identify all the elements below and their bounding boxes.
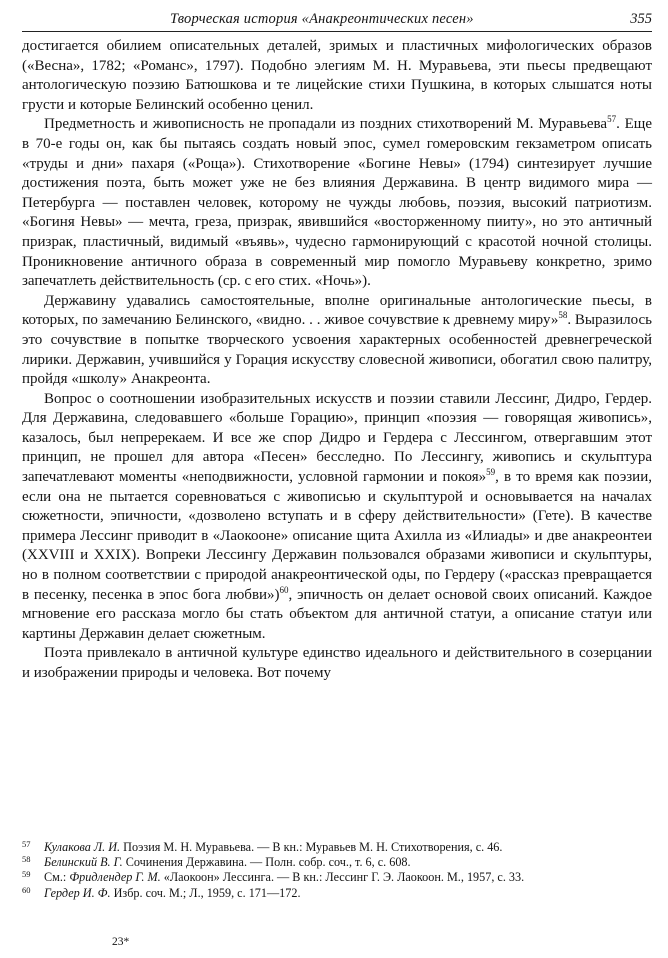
footnote xyxy=(22,840,652,855)
footnote-text: Избр. соч. М.; Л., 1959, с. 171—172. xyxy=(110,885,301,900)
footnote xyxy=(22,886,652,901)
printer-signature: 23* xyxy=(112,936,130,948)
footnote-ref[interactable]: 60 xyxy=(279,584,289,595)
footnote xyxy=(22,870,652,885)
paragraph xyxy=(22,115,652,291)
footnote xyxy=(22,855,652,870)
footnote-text: Сочинения Державина. — Полн. собр. соч., т. 6, с. 608. xyxy=(122,855,411,870)
footnote-author: Фридлендер Г. М. xyxy=(69,870,161,885)
footnote-text: Поэзия М. Н. Муравьева. — В кн.: Муравьев М. Н. Стихотворения, с. 46. xyxy=(120,840,503,854)
footnote-author: Белинский В. Г. xyxy=(44,855,123,870)
running-header xyxy=(22,9,652,32)
footnote-prefix: См.: xyxy=(44,870,70,885)
paragraph-text: , эпичность он делает основой своих описаний. Каждое мгновение его рассказа могло бы стать объектом для античной статуи, а описание статуи или картины Державин делает сюжетным. xyxy=(22,586,652,642)
footnote-author: Кулакова Л. И. xyxy=(44,840,121,854)
footnote-text: «Лаокоон» Лессинга. — В кн.: Лессинг Г. Э. Лаокоон. М., 1957, с. 33. xyxy=(160,870,525,885)
paragraph-text: . Выразилось это сочувствие в попытке творческого усвоения характерных особенностей древнегреческой лирики. Державин, учившийся у Горация искусству словесной живописи, обогатил свою палитру, пройдя «школу» Анакреонта. xyxy=(22,312,652,388)
footnote-ref[interactable]: 58 xyxy=(558,310,568,321)
footnote-author: Гердер И. Ф. xyxy=(44,885,111,900)
paragraph-text: . Еще в 70-е годы он, как бы пытаясь создать новый эпос, сумел гомеровским гекзаметром описать «труды и дни» пахаря («Роща»). Стихотворение «Богине Невы» (1794) синтезирует лучшие достижения поэта, быть может уже не без влияния Державина. В центр видимого мира — Петербурга — поставлен человек, которому не чужды любовь, поэзия, высокий патриотизм. «Богиня Невы» — мечта, греза, призрак, явившийся «восторженному пииту», но это античный призрак, пластичный, видимый «въявь», чудесно гармонирующий с красотой ночной столицы. Проникновение античного образа в современный мир помогло Муравьеву конкретно, зримо запечатлеть действительность (ср. с его стих. «Ночь»). xyxy=(22,116,652,290)
footnote-number: 60 xyxy=(22,884,31,895)
footnote-number: 58 xyxy=(22,854,31,865)
paragraph-text: Державину удавались самостоятельные, вполне оригинальные антологические пьесы, в которых, по замечанию Белинского, «видно. . . живое сочувствие к древнему миру» xyxy=(22,292,652,329)
footnote-ref[interactable]: 57 xyxy=(607,114,617,125)
footnote-number: 59 xyxy=(22,869,31,880)
footnote-ref[interactable]: 59 xyxy=(486,467,496,478)
paragraph-text: Поэта привлекало в античной культуре единство идеального и действительного в созерцании и изображении природы и человека. Вот почему xyxy=(22,645,652,681)
paragraph-text: Предметность и живописность не пропадали из поздних стихотворений М. Муравьева xyxy=(44,116,608,133)
paragraph-text: , в то время как поэзии, если она не пытается соревноваться с живописью и скульптурой и основывается на началах сюжетности, эпичности, «дозволено вступать и в сферу действительности» (Гете). В качестве примера Лессинг приводит в «Лаокооне» описание щита Ахилла из «Илиады» и две анакреонтеи (XXVIII и XXIX). Вопреки Лессингу Державин пользовался образами живописи и скульптуры, но в полном соответствии с природой анакреонтической оды, по Гердеру («рассказ превращается в песенку, песенка в эпос бога любви») xyxy=(22,469,652,603)
page-number: 355 xyxy=(630,11,652,27)
paragraph xyxy=(22,390,652,645)
body-text xyxy=(22,37,652,684)
paragraph xyxy=(22,37,652,115)
paragraph-text: достигается обилием описательных деталей, зримых и пластичных мифологических образов («Весна», 1782; «Романс», 1797). Подобно элегиям М. Н. Муравьева, эти пьесы предвещают антологическую поэзию Батюшкова и те лицейские стихи Пушкина, в которых слышатся ноты грусти и которые Белинский особенно ценил. xyxy=(22,38,652,113)
paragraph xyxy=(22,644,652,683)
paragraph-text: Вопрос о соотношении изобразительных искусств и поэзии ставили Лессинг, Дидро, Гердер. Для Державина, следовавшего «больше Горацию», принцип «поэзия — говорящая живопись», казалось, был непререкаем. И все же спор Дидро и Гердера с Лессингом, отвергавшим этот принцип, не прошел для автора «Песен» бесследно. По Лессингу, живопись и скульптура запечатлевают моменты «неподвижности, условной гармонии и покоя» xyxy=(22,390,652,486)
footnote-number: 57 xyxy=(22,839,31,849)
footnotes xyxy=(22,840,652,901)
paragraph xyxy=(22,292,652,390)
running-title: Творческая история «Анакреонтических песен» xyxy=(170,11,474,27)
